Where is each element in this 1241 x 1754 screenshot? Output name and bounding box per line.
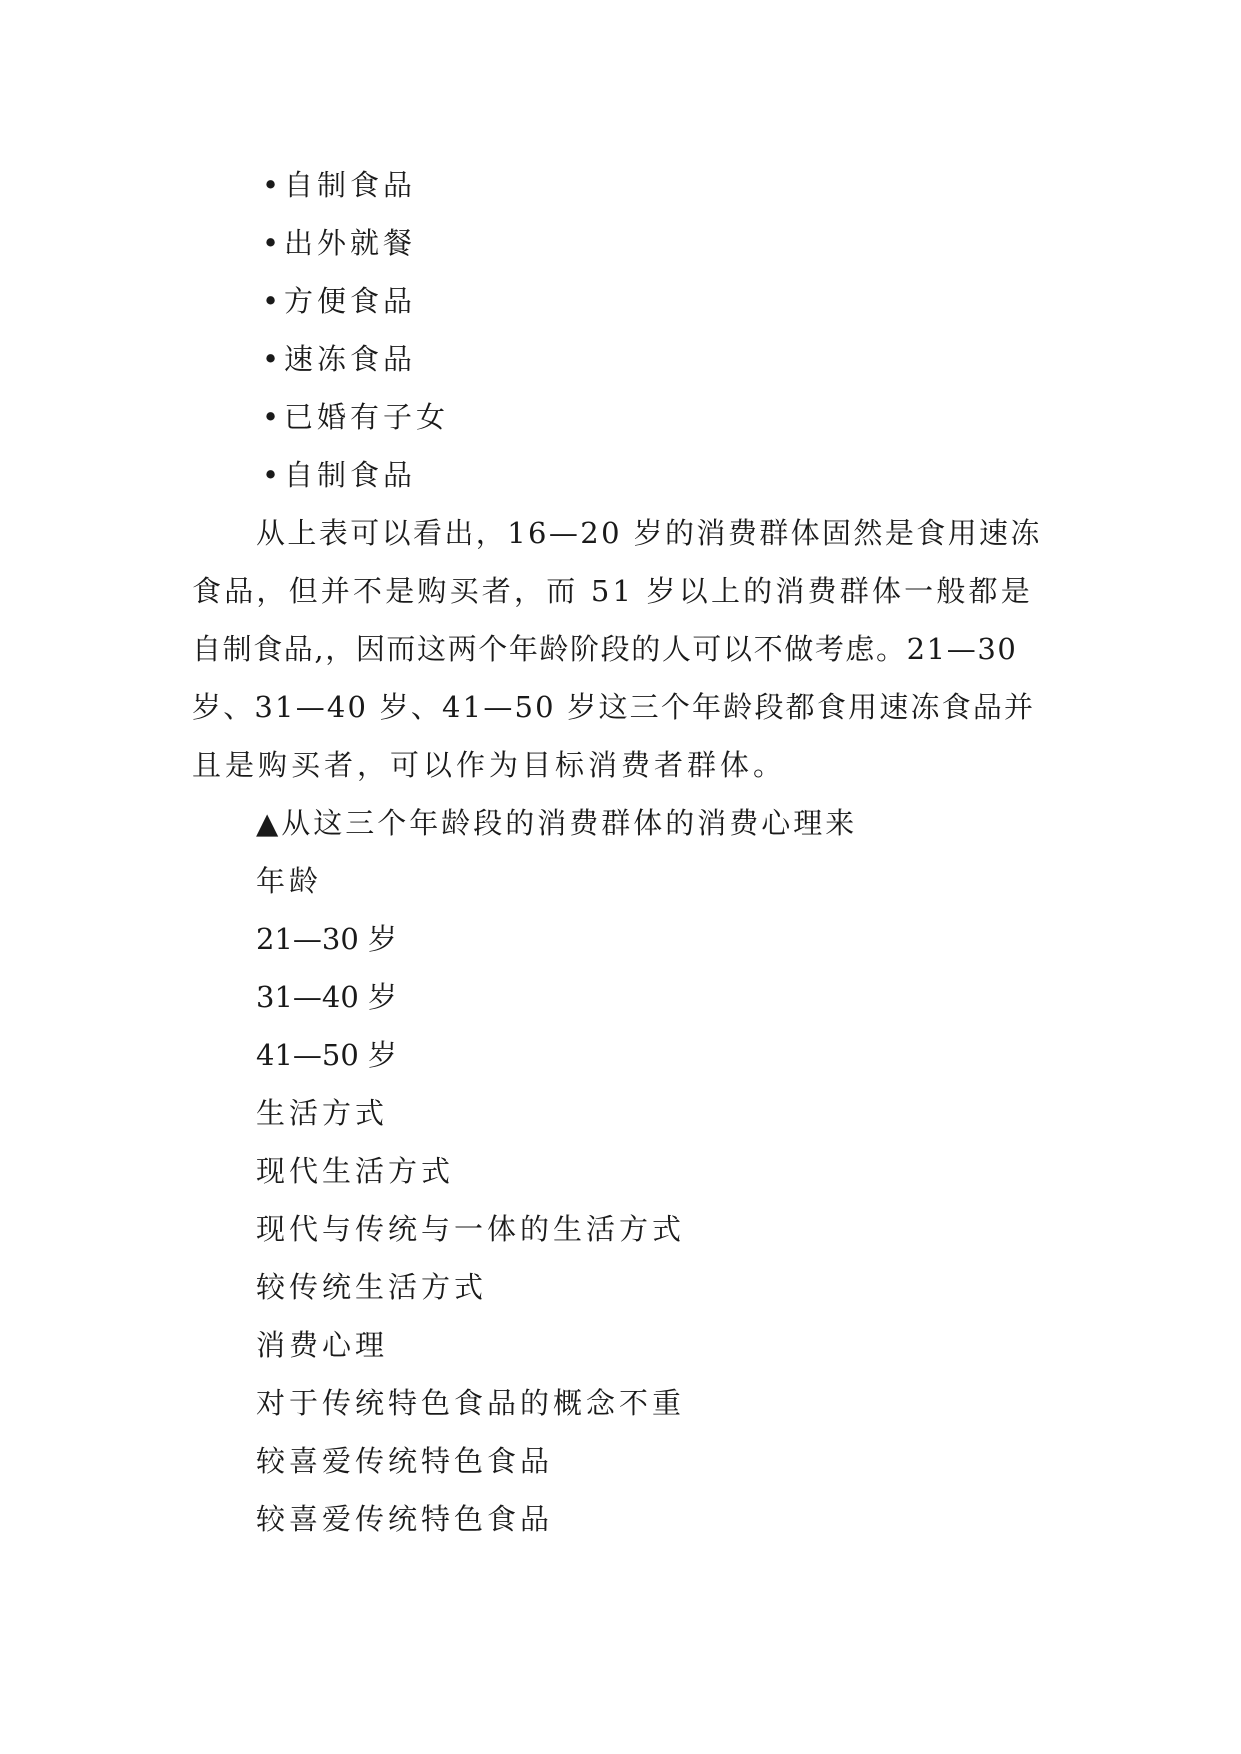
bullet-text: 自制食品 [284, 458, 417, 492]
paragraph-line: 自制食品,，因而这两个年龄阶段的人可以不做考虑。21—30 [192, 632, 1018, 666]
bullet-item [262, 339, 416, 379]
bullet-dot: • [262, 168, 280, 202]
section-heading: ▲从这三个年龄段的消费群体的消费心理来 [256, 806, 858, 840]
table-cell: 较喜爱传统特色食品 [256, 1502, 554, 1536]
table-cell: 年龄 [256, 864, 323, 898]
bullet-text: 自制食品 [284, 168, 417, 202]
table-cell: 41—50 岁 [256, 1038, 398, 1072]
table-cell: 较喜爱传统特色食品 [256, 1444, 554, 1478]
paragraph-line: 岁、31—40 岁、41—50 岁这三个年龄段都食用速冻食品并 [192, 690, 1036, 724]
table-cell: 31—40 岁 [256, 980, 398, 1014]
paragraph-line: 食品，但并不是购买者，而 51 岁以上的消费群体一般都是 [192, 574, 1033, 608]
bullet-item [262, 455, 416, 495]
paragraph-line: 从上表可以看出，16—20 岁的消费群体固然是食用速冻 [256, 516, 1042, 550]
bullet-dot: • [262, 342, 280, 376]
bullet-text: 已婚有子女 [284, 400, 450, 434]
table-cell: 21—30 岁 [256, 922, 398, 956]
table-cell: 较传统生活方式 [256, 1270, 488, 1304]
bullet-item [262, 165, 416, 205]
bullet-dot: • [262, 226, 280, 260]
paragraph-line: 且是购买者，可以作为目标消费者群体。 [192, 748, 787, 782]
bullet-text: 方便食品 [284, 284, 417, 318]
table-cell: 生活方式 [256, 1096, 389, 1130]
bullet-item [262, 223, 416, 263]
table-cell: 现代与传统与一体的生活方式 [256, 1212, 686, 1246]
bullet-item [262, 281, 416, 321]
bullet-dot: • [262, 400, 280, 434]
bullet-text: 速冻食品 [284, 342, 417, 376]
table-cell: 现代生活方式 [256, 1154, 455, 1188]
bullet-item [262, 397, 449, 437]
table-cell: 消费心理 [256, 1328, 389, 1362]
bullet-dot: • [262, 458, 280, 492]
table-cell: 对于传统特色食品的概念不重 [256, 1386, 686, 1420]
bullet-text: 出外就餐 [284, 226, 417, 260]
bullet-dot: • [262, 284, 280, 318]
